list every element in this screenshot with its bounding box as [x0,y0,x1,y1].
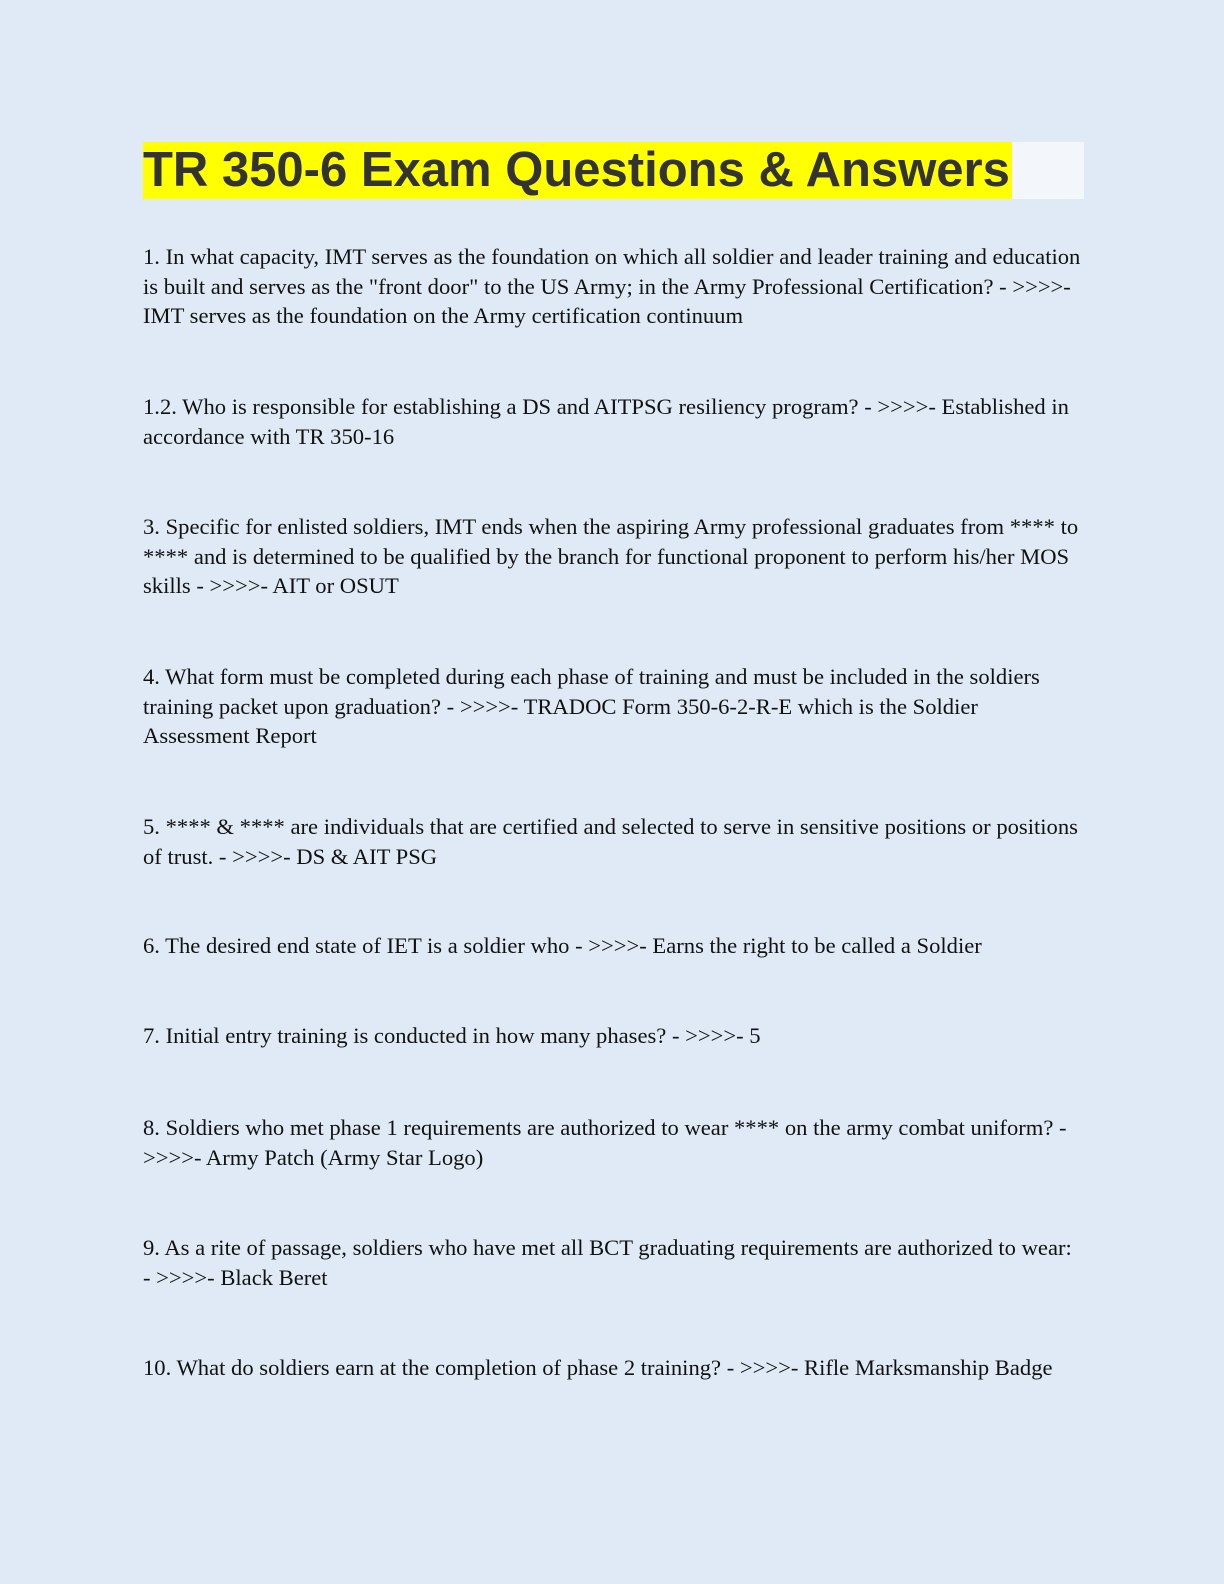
qa-item-6: 6. The desired end state of IET is a soldier who - >>>>- Earns the right to be called a Soldier [143,933,982,958]
qa-item-10: 10. What do soldiers earn at the completion of phase 2 training? - >>>>- Rifle Marksmanship Badge [143,1355,1053,1380]
title-banner [143,142,1084,199]
qa-item-1: 1. In what capacity, IMT serves as the foundation on which all soldier and leader training and education is built and serves as the "front door" to the US Army; in the Army Professional Certification? - >>>>- IMT serves as the foundation on the Army certification continuum [143,244,1081,329]
qa-item-5: 5. **** & **** are individuals that are certified and selected to serve in sensitive positions or positions of trust. - >>>>- DS & AIT PSG [143,814,1078,869]
page-title: TR 350-6 Exam Questions & Answers [143,143,1010,197]
qa-item-2: 1.2. Who is responsible for establishing a DS and AITPSG resiliency program? - >>>>- Established in accordance with TR 350-16 [143,394,1069,449]
qa-item-8: 8. Soldiers who met phase 1 requirements are authorized to wear **** on the army combat uniform? - >>>>- Army Patch (Army Star Logo) [143,1115,1067,1170]
qa-item-4: 4. What form must be completed during each phase of training and must be included in the soldiers training packet upon graduation? - >>>>- TRADOC Form 350-6-2-R-E which is the Soldier Assessment Report [143,664,1040,749]
qa-item-7: 7. Initial entry training is conducted in how many phases? - >>>>- 5 [143,1023,761,1048]
qa-item-3: 3. Specific for enlisted soldiers, IMT ends when the aspiring Army professional graduates from **** to **** and is determined to be qualified by the branch for functional proponent to perform his/her MOS skills - >>>>- AIT or OSUT [143,514,1079,599]
qa-item-9: 9. As a rite of passage, soldiers who have met all BCT graduating requirements are authorized to wear: - >>>>- Black Beret [143,1235,1072,1290]
